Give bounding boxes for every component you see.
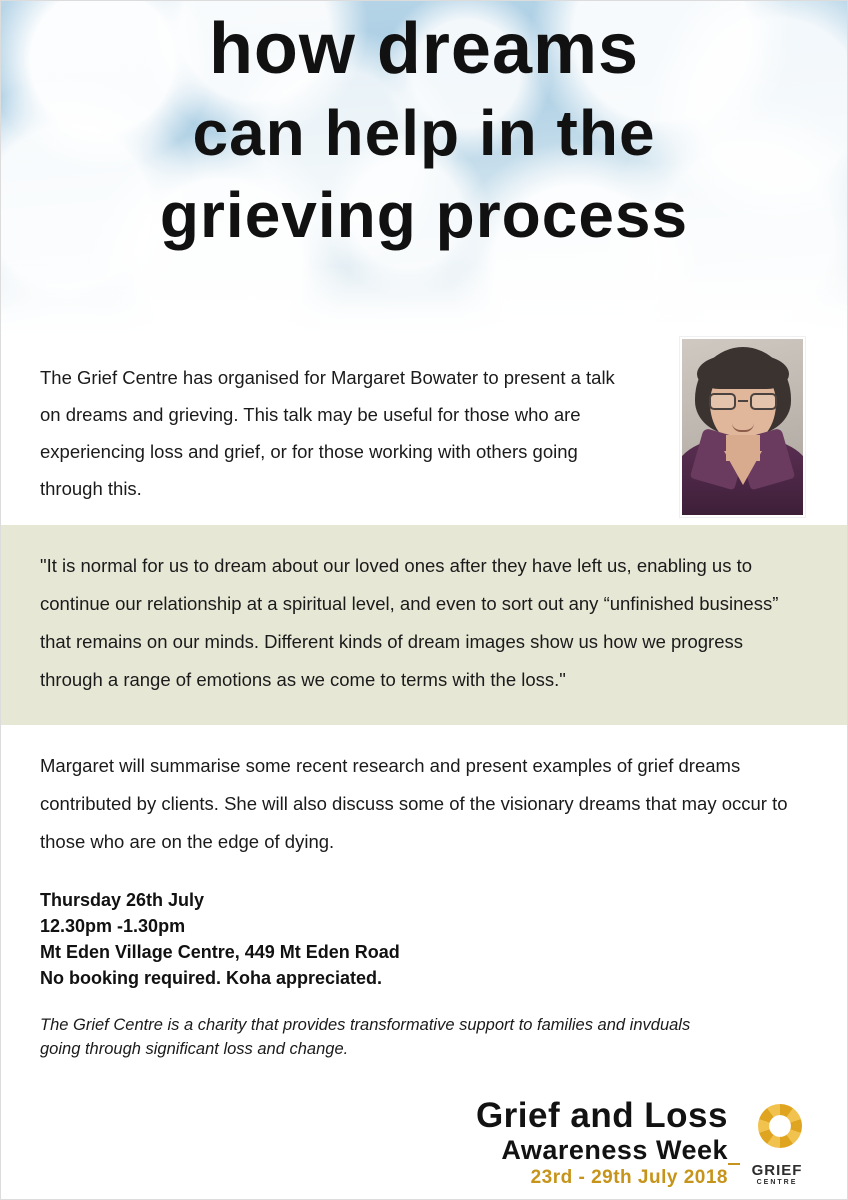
speaker-portrait [680,337,805,517]
intro-section [0,335,848,525]
quote-text: "It is normal for us to dream about our loved ones after they have left us, enabling us to continue our relationship at a spiritual level, and even to sort out any “unfinished business” that remains on our minds. Different kinds of dream images show us how we progress through a range of emotions as we come to terms with the loss." [40,555,779,690]
headline-line-1: how dreams [208,9,640,89]
logo-line-1: GRIEF [751,1162,803,1179]
sky-background-image [0,0,848,335]
logo-line-2: CENTRE [756,1179,798,1186]
poster-headline [0,6,848,256]
quote-band [0,525,848,725]
charity-text: The Grief Centre is a charity that provides transformative support to families and invduals going through significant loss and change. [40,1016,691,1058]
event-details [0,861,848,991]
charity-note [0,991,848,1061]
body-paragraph: Margaret will summarise some recent research and present examples of grief dreams contributed by clients. She will also discuss some of the visionary dreams that may occur to those who are on the edge of dying. [40,755,788,852]
footer-lockup [294,1097,814,1190]
headline-line-2: can help in the [192,97,656,169]
headline-line-3: grieving process [159,179,689,251]
portrait-neck [726,435,760,461]
divider-dash [728,1163,740,1165]
event-date: Thursday 26th July [40,890,205,910]
event-time: 12.30pm -1.30pm [40,916,186,936]
awareness-line-1: Grief and Loss [475,1096,728,1135]
event-booking-note: No booking required. Koha appreciated. [40,968,383,988]
awareness-line-2: Awareness Week [501,1135,728,1165]
event-venue: Mt Eden Village Centre, 449 Mt Eden Road [40,942,400,962]
body-section [0,725,848,861]
intro-paragraph: The Grief Centre has organised for Margaret Bowater to present a talk on dreams and grieving. This talk may be useful for those who are experiencing loss and grief, or for those working with others going through this. [40,367,615,499]
glasses-icon [709,393,777,411]
sun-emblem-icon [758,1104,802,1148]
grief-centre-logo [744,1163,810,1188]
portrait-fringe [697,355,789,389]
awareness-week-text [294,1097,814,1190]
awareness-dates: 23rd - 29th July 2018 [530,1167,728,1188]
